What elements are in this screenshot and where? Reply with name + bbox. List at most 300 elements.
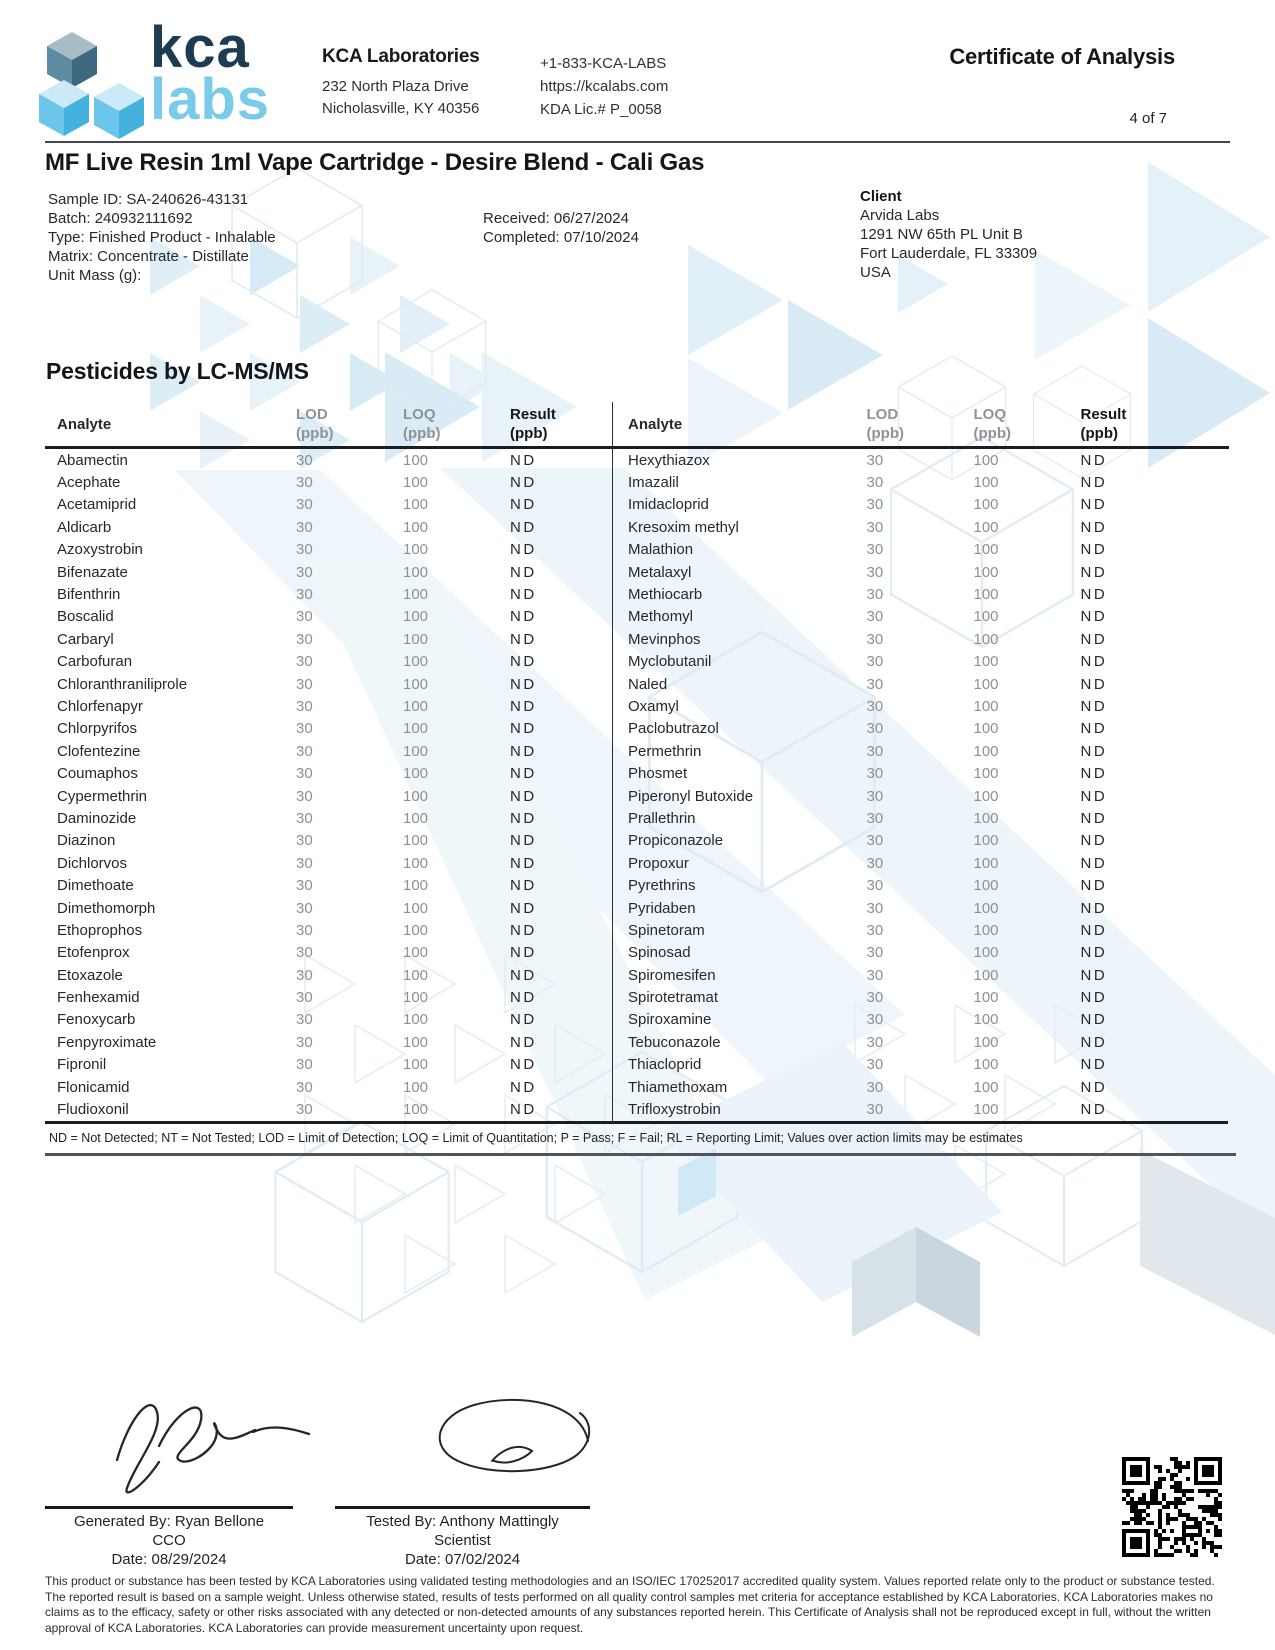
result-value: ND [510,899,537,917]
pesticide-row [613,1031,1229,1053]
analyte-name: Aldicarb [57,518,112,536]
analyte-name: Metalaxyl [628,563,692,581]
logo-word-labs: labs [150,67,271,132]
loq-value: 100 [973,787,999,805]
analyte-name: Prallethrin [628,809,696,827]
pesticide-row [613,448,1229,472]
result-value: ND [510,653,537,671]
analyte-name: Propiconazole [628,832,724,850]
result-value: ND [1080,563,1108,581]
result-value: ND [1080,608,1108,626]
pesticide-row [613,1054,1229,1076]
result-value: ND [510,877,537,895]
loq-value: 100 [403,765,429,783]
header-divider [45,141,1230,143]
lod-value: 30 [866,496,884,514]
analyte-name: Carbaryl [57,630,114,648]
pesticide-row [613,897,1229,919]
loq-value: 100 [403,697,429,715]
loq-value: 100 [973,1101,999,1119]
pesticide-row [45,919,612,941]
pesticide-row [613,606,1229,628]
lod-value: 30 [296,944,313,962]
result-value: ND [1080,1011,1108,1029]
pesticide-row [613,964,1229,986]
pesticide-row [45,718,612,740]
loq-value: 100 [973,496,999,514]
loq-value: 100 [403,966,429,984]
sample-id: Sample ID: SA-240626-43131 [48,191,249,208]
pesticide-row [45,651,612,673]
loq-value: 100 [973,765,999,783]
analyte-name: Oxamyl [628,697,679,715]
lod-value: 30 [296,809,313,827]
loq-value: 100 [973,944,999,962]
loq-value: 100 [403,854,429,872]
loq-value: 100 [973,541,999,559]
lod-value: 30 [866,518,884,536]
result-value: ND [510,1078,537,1096]
analyte-name: Spiromesifen [628,966,716,984]
loq-value: 100 [973,653,999,671]
lod-value: 30 [296,832,313,850]
result-value: ND [510,1056,537,1074]
lod-value: 30 [866,675,884,693]
loq-value: 100 [973,1011,999,1029]
analyte-name: Mevinphos [628,630,701,648]
lod-value: 30 [866,854,884,872]
lod-value: 30 [866,608,884,626]
tested-by-signature [400,1385,600,1503]
lod-value: 30 [866,1056,884,1074]
generated-by-signature [95,1368,325,1506]
result-value: ND [1080,675,1108,693]
pesticide-row [613,874,1229,896]
result-value: ND [1080,989,1108,1007]
client-block [860,187,1037,282]
result-value: ND [1080,742,1108,760]
loq-value: 100 [403,742,429,760]
lod-value: 30 [296,451,313,469]
lod-value: 30 [866,966,884,984]
analyte-name: Fenpyroximate [57,1033,157,1051]
pesticide-row [45,561,612,583]
pesticide-row [613,986,1229,1008]
lab-website: https://kcalabs.com [540,78,669,95]
lod-value: 30 [296,563,313,581]
loq-value: 100 [973,474,999,492]
pesticide-row [613,852,1229,874]
tested-by-signature-line [335,1506,590,1509]
lod-value: 30 [866,720,884,738]
result-value: ND [510,944,537,962]
pesticide-row [613,1009,1229,1031]
analyte-name: Thiamethoxam [628,1078,728,1096]
client-address1: 1291 NW 65th PL Unit B [860,226,1023,243]
analyte-name: Chlorfenapyr [57,697,143,715]
analyte-name: Etofenprox [57,944,130,962]
analyte-name: Chloranthraniliprole [57,675,188,693]
analyte-name: Malathion [628,541,694,559]
result-value: ND [510,563,537,581]
lod-value: 30 [296,518,313,536]
loq-value: 100 [403,1033,429,1051]
loq-value: 100 [973,518,999,536]
loq-value: 100 [403,832,429,850]
result-value: ND [1080,518,1108,536]
lod-value: 30 [296,1078,313,1096]
client-label: Client [860,188,902,205]
result-value: ND [510,496,537,514]
result-value: ND [510,675,537,693]
loq-value: 100 [973,966,999,984]
lod-value: 30 [296,653,313,671]
analyte-name: Pyridaben [628,899,696,917]
pesticide-row [613,919,1229,941]
pesticide-row [45,986,612,1008]
analyte-name: Etoxazole [57,966,123,984]
pesticide-row [45,830,612,852]
result-value: ND [510,742,537,760]
pesticide-row [613,494,1229,516]
pesticide-row [613,740,1229,762]
loq-value: 100 [403,1056,429,1074]
result-value: ND [510,1011,537,1029]
lod-value: 30 [296,1033,313,1051]
lab-address-line2: Nicholasville, KY 40356 [322,100,480,117]
loq-value: 100 [403,809,429,827]
pesticide-row [45,494,612,516]
pesticide-row [45,740,612,762]
lod-value: 30 [866,809,884,827]
dates-block [483,209,639,247]
generated-by-block [45,1512,293,1569]
analyte-name: Abamectin [57,451,128,469]
analyte-name: Bifenthrin [57,586,121,604]
loq-value: 100 [403,944,429,962]
lod-value: 30 [866,787,884,805]
result-value: ND [1080,832,1108,850]
loq-value: 100 [973,586,999,604]
product-title: MF Live Resin 1ml Vape Cartridge - Desire Blend - Cali Gas [45,149,705,176]
loq-value: 100 [973,742,999,760]
loq-value: 100 [403,787,429,805]
loq-value: 100 [973,720,999,738]
pesticide-row [613,830,1229,852]
analyte-name: Dimethomorph [57,899,156,917]
loq-value: 100 [403,877,429,895]
pesticide-row [613,1098,1229,1120]
loq-value: 100 [403,518,429,536]
lod-value: 30 [296,586,313,604]
legal-disclaimer: This product or substance has been tested by KCA Laboratories using validated testing methodologies and an ISO/IEC 170252017 accredited quality system. Values reported relate only to the product or substance tested. The reported result is based on a sample weight. Unless otherwise stated, results of tests performed on all quality control samples met criteria for acceptance established by KCA Laboratories. KCA Laboratories makes no claims as to the efficacy, safety or other risks associated with any detected or non-detected amounts of any substances reported herein. This Certificate of Analysis shall not be reproduced except in full, without the written approval of KCA Laboratories. KCA Laboratories can provide measurement uncertainty upon request. [45,1574,1215,1635]
pesticide-row [45,1031,612,1053]
col-header-loq: LOQ (ppb) [974,402,1081,448]
result-value: ND [510,1101,537,1119]
section-title: Pesticides by LC-MS/MS [46,358,309,384]
lod-value: 30 [866,653,884,671]
loq-value: 100 [973,921,999,939]
logo-word-kca: kca [150,15,250,80]
result-value: ND [1080,630,1108,648]
result-value: ND [1080,720,1108,738]
result-value: ND [510,1033,537,1051]
completed-date: Completed: 07/10/2024 [483,229,639,246]
lod-value: 30 [296,877,313,895]
lod-value: 30 [296,1056,313,1074]
result-value: ND [1080,541,1108,559]
result-value: ND [510,854,537,872]
pesticide-row [45,628,612,650]
pesticide-row [613,718,1229,740]
page-indicator: 4 of 7 [1129,110,1167,127]
analyte-name: Kresoxim methyl [628,518,739,536]
loq-value: 100 [973,675,999,693]
table-footnote: ND = Not Detected; NT = Not Tested; LOD = Limit of Detection; LOQ = Limit of Quantitation; P = Pass; F = Fail; RL = Reporting Limit; Values over action limits may be estimates [45,1125,1236,1156]
analyte-name: Acephate [57,474,121,492]
analyte-name: Myclobutanil [628,653,712,671]
loq-value: 100 [403,675,429,693]
col-header-result: Result (ppb) [510,402,612,448]
analyte-name: Hexythiazox [628,451,710,469]
pesticide-row [45,942,612,964]
lab-address-line1: 232 North Plaza Drive [322,78,469,95]
lod-value: 30 [296,541,313,559]
pesticide-row [45,852,612,874]
result-value: ND [510,966,537,984]
analyte-name: Acetamiprid [57,496,137,514]
pesticide-row [45,874,612,896]
loq-value: 100 [973,630,999,648]
lod-value: 30 [866,1101,884,1119]
pesticide-row [613,807,1229,829]
tested-by-date: Date: 07/02/2024 [404,1551,521,1568]
loq-value: 100 [973,1078,999,1096]
analyte-name: Permethrin [628,742,702,760]
result-value: ND [510,809,537,827]
result-value: ND [1080,1101,1108,1119]
pesticide-row [613,583,1229,605]
sample-batch: Batch: 240932111692 [48,210,193,227]
result-value: ND [1080,496,1108,514]
pesticide-row [45,1009,612,1031]
pesticide-row [613,561,1229,583]
result-value: ND [510,989,537,1007]
analyte-name: Phosmet [628,765,688,783]
loq-value: 100 [403,653,429,671]
result-value: ND [1080,474,1108,492]
document-title: Certificate of Analysis [949,44,1175,69]
analyte-name: Fenoxycarb [57,1011,136,1029]
lod-value: 30 [296,899,313,917]
analyte-name: Paclobutrazol [628,720,719,738]
analyte-name: Carbofuran [57,653,133,671]
pesticide-row [613,539,1229,561]
pesticide-row [45,897,612,919]
col-header-analyte: Analyte [613,402,867,448]
sample-type: Type: Finished Product - Inhalable [48,229,276,246]
loq-value: 100 [403,630,429,648]
lod-value: 30 [296,496,313,514]
analyte-name: Propoxur [628,854,689,872]
table-header-row [45,402,612,448]
pesticide-row [613,762,1229,784]
lod-value: 30 [296,1011,313,1029]
lod-value: 30 [866,586,884,604]
loq-value: 100 [403,989,429,1007]
result-value: ND [1080,899,1108,917]
result-value: ND [1080,1056,1108,1074]
loq-value: 100 [973,563,999,581]
tested-by-name: Tested By: Anthony Mattingly [366,1513,559,1530]
pesticide-row [45,1098,612,1120]
result-value: ND [510,765,537,783]
lod-value: 30 [866,474,884,492]
result-value: ND [1080,451,1108,469]
table-header-row [613,402,1229,448]
lod-value: 30 [296,697,313,715]
lod-value: 30 [866,541,884,559]
col-header-lod: LOD (ppb) [296,402,403,448]
analyte-name: Dichlorvos [57,854,128,872]
lod-value: 30 [866,1033,884,1051]
pesticides-table-right [612,402,1229,1121]
loq-value: 100 [403,720,429,738]
analyte-name: Imazalil [628,474,679,492]
analyte-name: Clofentezine [57,742,141,760]
analyte-name: Tebuconazole [628,1033,721,1051]
analyte-name: Methiocarb [628,586,703,604]
result-value: ND [1080,854,1108,872]
pesticide-row [45,539,612,561]
lod-value: 30 [866,1078,884,1096]
lod-value: 30 [296,608,313,626]
pesticide-row [613,651,1229,673]
lod-value: 30 [296,787,313,805]
analyte-name: Dimethoate [57,877,134,895]
col-header-lod: LOD (ppb) [867,402,974,448]
lod-value: 30 [866,989,884,1007]
kca-labs-logo-text [150,15,271,132]
lod-value: 30 [866,944,884,962]
pesticide-row [613,673,1229,695]
pesticides-table [45,402,1228,1124]
lod-value: 30 [866,563,884,581]
lab-info-block [322,46,480,120]
generated-by-title: CCO [152,1532,186,1549]
result-value: ND [1080,966,1108,984]
result-value: ND [510,921,537,939]
result-value: ND [510,787,537,805]
lod-value: 30 [866,1011,884,1029]
loq-value: 100 [403,474,429,492]
sample-info-block [48,190,276,285]
analyte-name: Bifenazate [57,563,128,581]
lod-value: 30 [866,630,884,648]
pesticide-row [45,1076,612,1098]
lod-value: 30 [296,765,313,783]
analyte-name: Cypermethrin [57,787,148,805]
lod-value: 30 [866,832,884,850]
col-header-result: Result (ppb) [1081,402,1229,448]
analyte-name: Coumaphos [57,765,138,783]
lod-value: 30 [866,742,884,760]
pesticide-row [613,1076,1229,1098]
analyte-name: Ethoprophos [57,921,143,939]
pesticide-row [613,471,1229,493]
loq-value: 100 [973,989,999,1007]
generated-by-date: Date: 08/29/2024 [111,1551,227,1568]
result-value: ND [1080,809,1108,827]
lab-contact-block [540,52,668,121]
client-country: USA [860,264,891,281]
loq-value: 100 [403,1101,429,1119]
result-value: ND [510,518,537,536]
analyte-name: Flonicamid [57,1078,130,1096]
analyte-name: Pyrethrins [628,877,696,895]
pesticides-table-left [45,402,612,1121]
loq-value: 100 [403,541,429,559]
analyte-name: Boscalid [57,608,114,626]
lod-value: 30 [296,675,313,693]
sample-unit-mass: Unit Mass (g): [48,267,142,284]
sample-matrix: Matrix: Concentrate - Distillate [48,248,249,265]
lab-name: KCA Laboratories [322,46,480,67]
result-value: ND [510,586,537,604]
kca-labs-logo-cubes [24,28,159,140]
received-date: Received: 06/27/2024 [483,210,629,227]
result-value: ND [1080,877,1108,895]
lod-value: 30 [296,966,313,984]
lod-value: 30 [296,921,313,939]
lod-value: 30 [296,720,313,738]
pesticide-row [45,673,612,695]
lod-value: 30 [866,899,884,917]
lod-value: 30 [296,474,313,492]
loq-value: 100 [973,832,999,850]
result-value: ND [1080,765,1108,783]
analyte-name: Fludioxonil [57,1101,129,1119]
loq-value: 100 [973,451,999,469]
lod-value: 30 [296,989,313,1007]
loq-value: 100 [973,1033,999,1051]
loq-value: 100 [403,586,429,604]
pesticide-row [45,448,612,472]
result-value: ND [510,608,537,626]
loq-value: 100 [403,1011,429,1029]
loq-value: 100 [973,608,999,626]
loq-value: 100 [973,809,999,827]
lab-phone: +1-833-KCA-LABS [540,55,667,72]
loq-value: 100 [403,451,429,469]
result-value: ND [1080,787,1108,805]
analyte-name: Azoxystrobin [57,541,143,559]
analyte-name: Imidacloprid [628,496,709,514]
analyte-name: Methomyl [628,608,694,626]
result-value: ND [1080,653,1108,671]
loq-value: 100 [403,1078,429,1096]
col-header-analyte: Analyte [45,402,296,448]
result-value: ND [510,630,537,648]
loq-value: 100 [973,697,999,715]
lab-license: KDA Lic.# P_0058 [540,101,662,118]
loq-value: 100 [973,1056,999,1074]
analyte-name: Naled [628,675,668,693]
qr-code [1122,1457,1222,1557]
result-value: ND [1080,586,1108,604]
loq-value: 100 [403,921,429,939]
loq-value: 100 [973,899,999,917]
